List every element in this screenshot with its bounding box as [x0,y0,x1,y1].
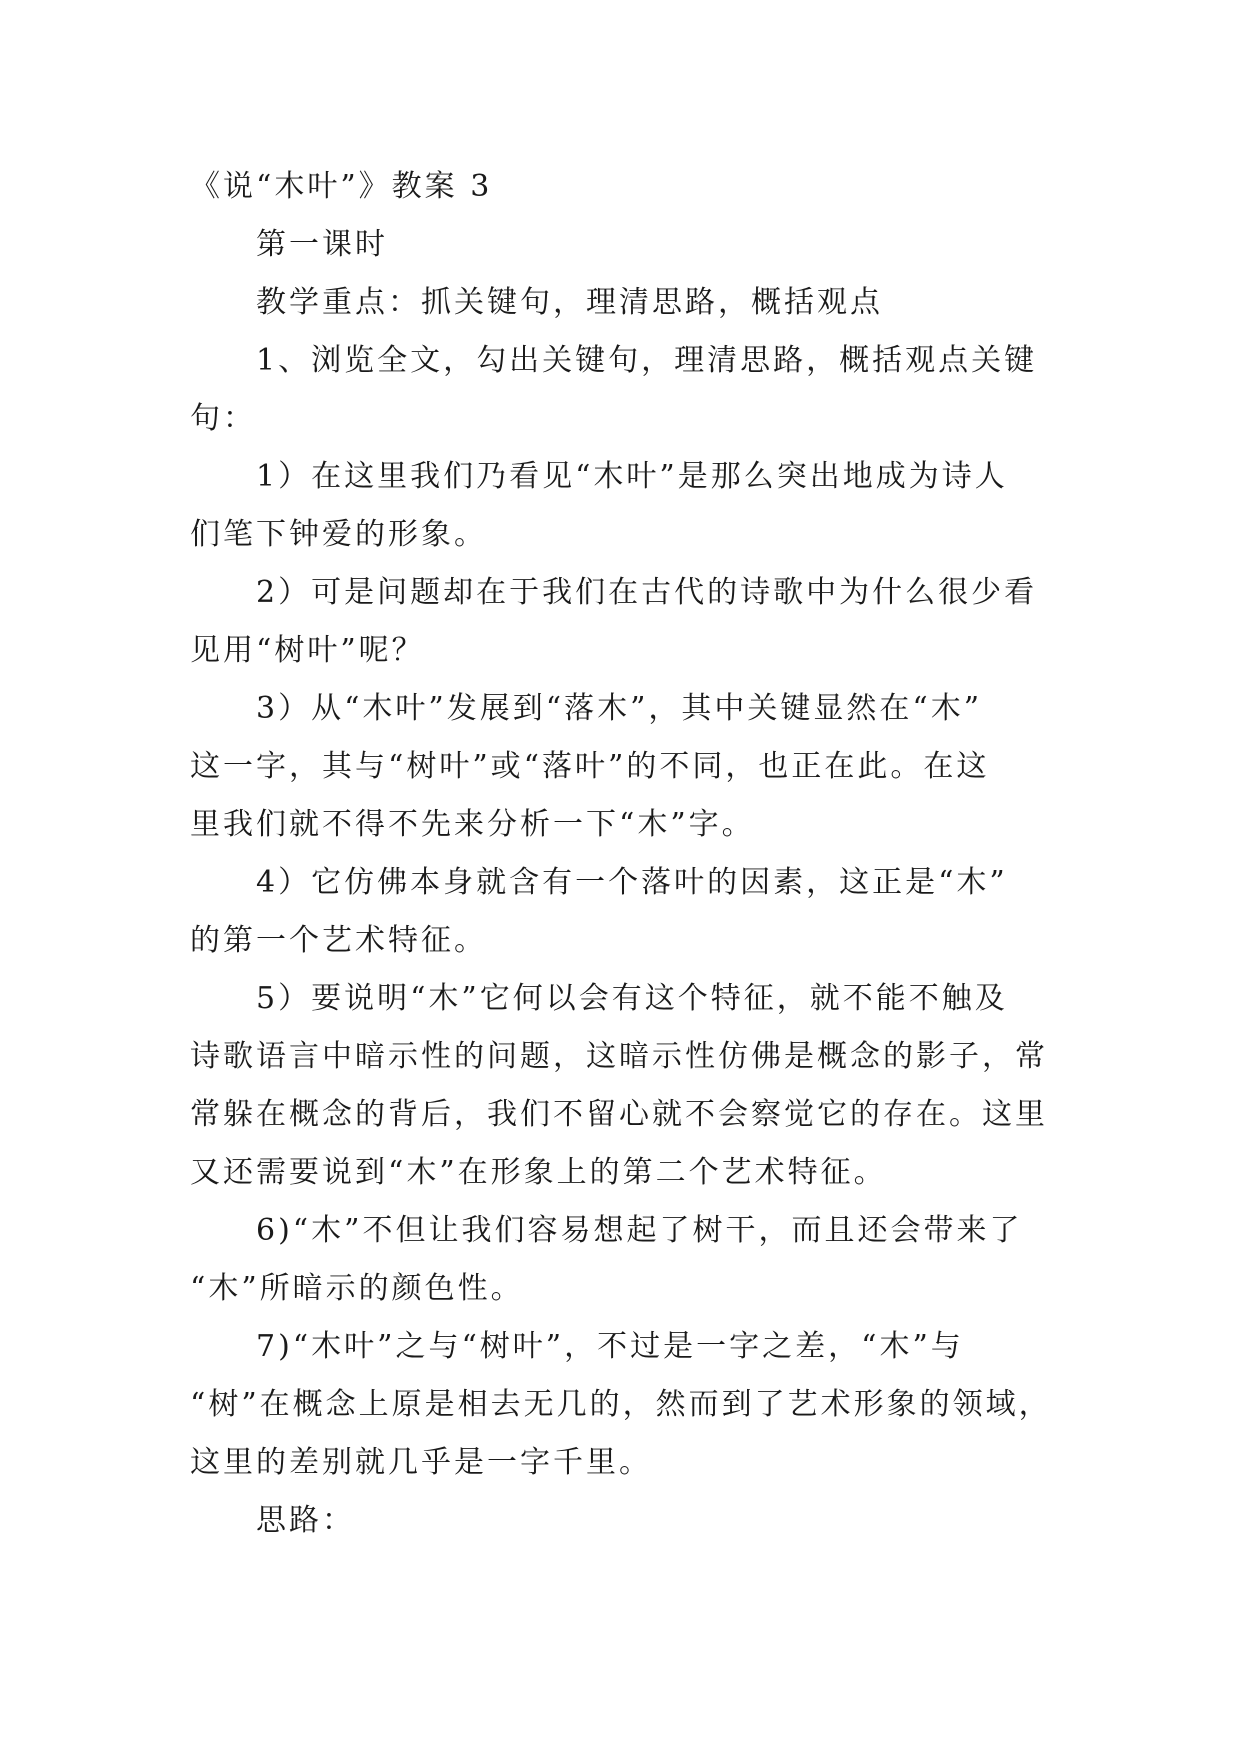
text-line: 句： [190,401,256,436]
document-title: 《说“木叶”》教案 3 [190,169,493,204]
text-line: 1、浏览全文，勾出关键句，理清思路，概括观点关键 [256,343,1038,378]
text-line: 这一字，其与“树叶”或“落叶”的不同，也正在此。在这 [190,749,990,784]
text-line: 常躲在概念的背后，我们不留心就不会察觉它的存在。这里 [190,1097,1048,1132]
text-line: 们笔下钟爱的形象。 [190,517,487,552]
text-line: 2）可是问题却在于我们在古代的诗歌中为什么很少看 [256,575,1038,610]
text-line: 里我们就不得不先来分析一下“木”字。 [190,807,755,842]
text-line: 5）要说明“木”它何以会有这个特征，就不能不触及 [256,981,1008,1016]
text-line: 思路： [256,1503,355,1538]
text-line: 诗歌语言中暗示性的问题，这暗示性仿佛是概念的影子，常 [190,1039,1048,1074]
text-line: 的第一个艺术特征。 [190,923,487,958]
text-line: 这里的差别就几乎是一字千里。 [190,1445,652,1480]
text-line: 见用“树叶”呢？ [190,633,425,668]
text-line: 7)“木叶”之与“树叶”，不过是一字之差，“木”与 [256,1329,964,1364]
text-line: 又还需要说到“木”在形象上的第二个艺术特征。 [190,1155,887,1190]
text-line: 1）在这里我们乃看见“木叶”是那么突出地成为诗人 [256,459,1008,494]
text-line: 6)“木”不但让我们容易想起了树干，而且还会带来了 [256,1213,1023,1248]
text-line: “木”所暗示的颜色性。 [190,1271,524,1306]
document-body [190,158,1050,1550]
text-line: “树”在概念上原是相去无几的，然而到了艺术形象的领域， [190,1387,1052,1422]
text-line: 第一课时 [256,227,388,262]
text-line: 教学重点：抓关键句，理清思路，概括观点 [256,285,883,320]
text-line: 3）从“木叶”发展到“落木”，其中关键显然在“木” [256,691,983,726]
text-line: 4）它仿佛本身就含有一个落叶的因素，这正是“木” [256,865,1008,900]
